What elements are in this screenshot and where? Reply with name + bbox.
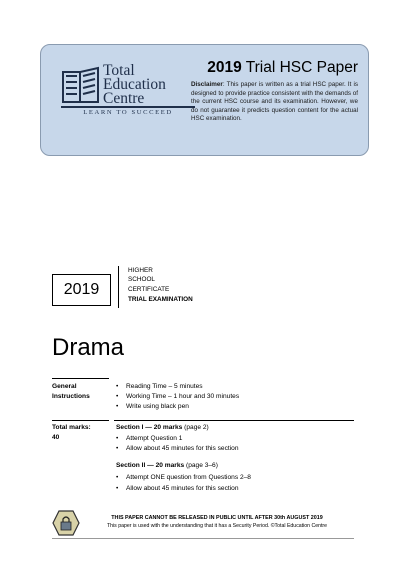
footer-security-notice: This paper is used with the understanding that it has a Security Period. ©Total Education Centre <box>106 523 328 529</box>
paper-title-year: 2019 <box>207 59 242 76</box>
section1-item: • Allow about 45 minutes for this section <box>116 445 239 452</box>
section2-heading <box>116 461 218 470</box>
section1-item: • Attempt Question 1 <box>116 435 183 442</box>
totals-rule-left <box>52 420 109 421</box>
footer-rule <box>52 538 354 539</box>
exam-year-box: 2019 <box>52 274 111 306</box>
section2-item-text: Attempt ONE question from Questions 2–8 <box>126 474 251 481</box>
hsc-line-certificate: CERTIFICATE <box>128 286 170 293</box>
totals-rule-right <box>114 420 354 421</box>
general-item-text: Reading Time – 5 minutes <box>126 383 203 390</box>
section2-item-text: Allow about 45 minutes for this section <box>126 485 239 492</box>
security-lock-icon <box>52 510 80 536</box>
section1-item-text: Allow about 45 minutes for this section <box>126 445 239 452</box>
section1-item-text: Attempt Question 1 <box>126 435 183 442</box>
section2-heading-bold: Section II — 20 marks <box>116 462 185 469</box>
general-item-text: Write using black pen <box>126 403 189 410</box>
general-item-text: Working Time – 1 hour and 30 minutes <box>126 393 240 400</box>
section2-item: • Allow about 45 minutes for this section <box>116 485 239 492</box>
general-item: • Working Time – 1 hour and 30 minutes <box>116 393 240 400</box>
logo-rule <box>61 106 195 108</box>
total-marks-label: Total marks: <box>52 424 91 431</box>
paper-title-text: Trial HSC Paper <box>245 59 358 76</box>
general-item: • Write using black pen <box>116 403 189 410</box>
section1-pages: (page 2) <box>182 424 209 431</box>
section2-item: • Attempt ONE question from Questions 2–8 <box>116 474 251 481</box>
hsc-line-trial: TRIAL EXAMINATION <box>128 296 193 303</box>
logo-text-line2: Education <box>103 76 166 93</box>
section1-heading <box>116 423 209 432</box>
total-marks-value: 40 <box>52 434 60 441</box>
general-label-line2: Instructions <box>52 393 90 400</box>
section2-pages: (page 3–6) <box>184 462 218 469</box>
section1-heading-bold: Section I — 20 marks <box>116 424 183 431</box>
general-item: • Reading Time – 5 minutes <box>116 383 203 390</box>
logo-tagline: LEARN TO SUCCEED <box>83 109 173 116</box>
general-label-line1: General <box>52 383 77 390</box>
hsc-divider <box>118 266 119 308</box>
disclaimer <box>191 81 358 124</box>
hsc-line-higher: HIGHER <box>128 267 153 274</box>
hsc-line-school: SCHOOL <box>128 276 155 283</box>
footer-release-notice: THIS PAPER CANNOT BE RELEASED IN PUBLIC UNTIL AFTER 30th AUGUST 2019 <box>111 515 323 521</box>
disclaimer-label: Disclaimer <box>191 81 223 88</box>
logo-text-line1: Total <box>103 62 135 79</box>
logo-text-line3: Centre <box>103 90 145 107</box>
disclaimer-text: : This paper is written as a trial HSC paper. It is designed to provide practice consistent with the demands of the current HSC course and its examination. However, we do not guarantee it predicts question content for the actual HSC examination. <box>191 81 358 123</box>
subject-title: Drama <box>52 334 125 361</box>
paper-title <box>198 59 358 77</box>
general-rule <box>52 378 109 379</box>
